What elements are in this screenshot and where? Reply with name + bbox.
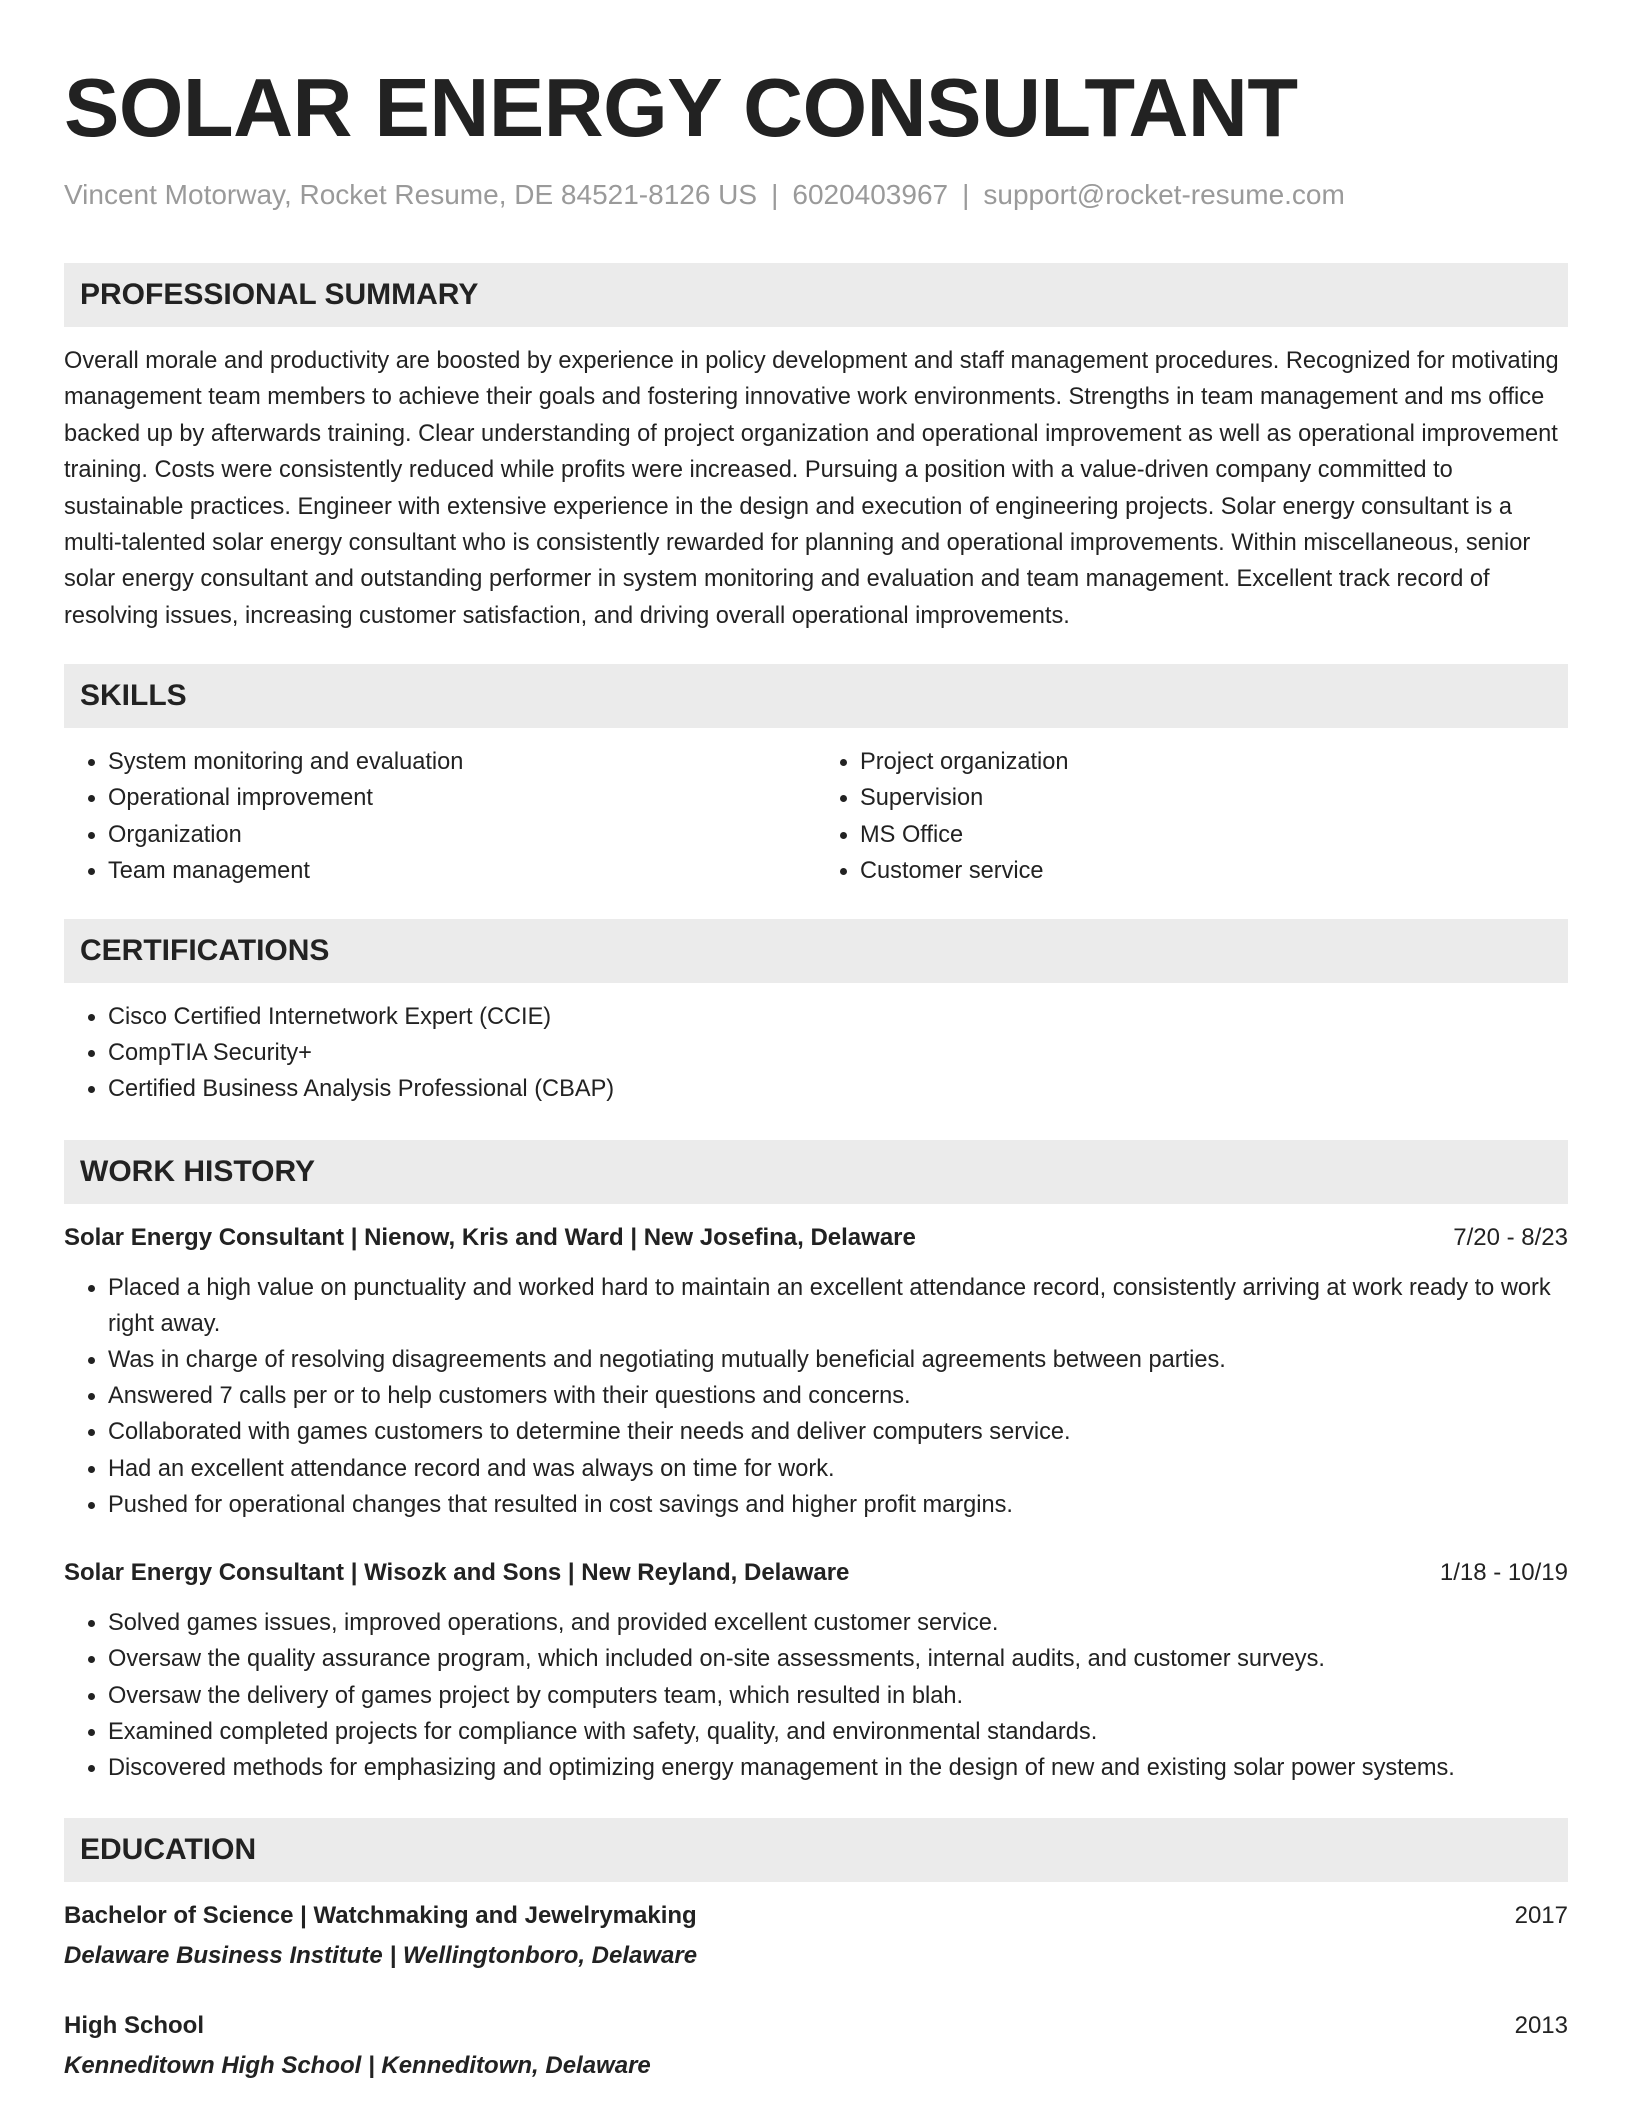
summary-text: Overall morale and productivity are boosted by experience in policy development and staff management procedures. Recognized for motivating management team members to achieve their goals and fostering innovative work environments. Strengths in team management and ms office backed up by afterwards training. Clear understanding of project organization and operational improvement as well as operational improvement training. Costs were consistently reduced while profits were increased. Pursuing a position with a value-driven company committed to sustainable practices. Engineer with extensive experience in the design and execution of engineering projects. Solar energy consultant is a multi-talented solar energy consultant who is consistently rewarded for planning and operational improvements. Within miscellaneous, senior solar energy consultant and outstanding performer in system monitoring and evaluation and team management. Excellent track record of resolving issues, increasing customer satisfaction, and driving overall operational improvements. — [64, 348, 1559, 629]
section-header-work-history: WORK HISTORY — [64, 1140, 1568, 1204]
job-title: Solar Energy Consultant | Nienow, Kris and Ward | New Josefina, Delaware — [64, 1223, 916, 1251]
certification-item: • Certified Business Analysis Professional (CBAP) — [108, 1071, 1568, 1107]
education-degree: High School — [64, 2012, 204, 2040]
education-header — [64, 1898, 1568, 1934]
contact-separator: | — [962, 179, 970, 210]
education-school: Kenneditown High School | Kenneditown, Delaware — [64, 2052, 651, 2080]
certifications-list — [64, 999, 1568, 1108]
job-bullet: • Placed a high value on punctuality and worked hard to maintain an excellent attendance record, consistently arriving at work ready to work right away. — [108, 1270, 1568, 1342]
job-bullet: • Collaborated with games customers to determine their needs and deliver computers service. — [108, 1414, 1568, 1450]
education-degree: Bachelor of Science | Watchmaking and Jewelrymaking — [64, 1902, 697, 1930]
section-header-summary: PROFESSIONAL SUMMARY — [64, 263, 1568, 327]
job-title: Solar Energy Consultant | Wisozk and Sons | New Reyland, Delaware — [64, 1559, 850, 1587]
skill-item: • MS Office — [860, 817, 1568, 853]
skill-item: • Supervision — [860, 780, 1568, 816]
job-entry — [64, 1220, 1568, 1523]
skill-item: • System monitoring and evaluation — [108, 744, 816, 780]
section-header-certifications: CERTIFICATIONS — [64, 919, 1568, 983]
resume-title: SOLAR ENERGY CONSULTANT — [64, 61, 1298, 154]
contact-separator: | — [771, 179, 779, 210]
job-bullet: • Oversaw the delivery of games project by computers team, which resulted in blah. — [108, 1678, 1568, 1714]
job-bullet: • Discovered methods for emphasizing and optimizing energy management in the design of new and existing solar power systems. — [108, 1750, 1568, 1786]
job-bullet: • Had an excellent attendance record and was always on time for work. — [108, 1451, 1568, 1487]
skills-list-right — [816, 744, 1568, 889]
job-bullets — [64, 1605, 1568, 1786]
job-dates: 1/18 - 10/19 — [1439, 1559, 1568, 1587]
skills-list-left — [64, 744, 816, 889]
section-header-education: EDUCATION — [64, 1818, 1568, 1882]
contact-email: support@rocket-resume.com — [983, 179, 1345, 210]
contact-address: Vincent Motorway, Rocket Resume, DE 84521-8126 US — [64, 179, 758, 210]
job-bullets — [64, 1270, 1568, 1523]
job-bullet: • Pushed for operational changes that resulted in cost savings and higher profit margins. — [108, 1487, 1568, 1523]
contact-line — [64, 181, 1568, 209]
job-dates: 7/20 - 8/23 — [1453, 1223, 1568, 1251]
job-bullet: • Examined completed projects for compliance with safety, quality, and environmental standards. — [108, 1714, 1568, 1750]
job-bullet: • Solved games issues, improved operations, and provided excellent customer service. — [108, 1605, 1568, 1641]
education-year: 2017 — [1514, 1902, 1568, 1930]
skill-item: • Team management — [108, 853, 816, 889]
education-year: 2013 — [1514, 2012, 1568, 2040]
job-entry — [64, 1555, 1568, 1786]
skill-item: • Organization — [108, 817, 816, 853]
education-entry — [64, 1898, 1568, 1974]
certification-item: • Cisco Certified Internetwork Expert (CCIE) — [108, 999, 1568, 1035]
job-bullet: • Answered 7 calls per or to help customers with their questions and concerns. — [108, 1378, 1568, 1414]
skills-columns — [64, 744, 1568, 889]
job-bullet: • Oversaw the quality assurance program, which included on-site assessments, internal audits, and customer surveys. — [108, 1641, 1568, 1677]
education-header — [64, 2008, 1568, 2044]
section-header-skills: SKILLS — [64, 664, 1568, 728]
job-header — [64, 1555, 1568, 1591]
contact-phone: 6020403967 — [792, 179, 949, 210]
job-bullet: • Was in charge of resolving disagreements and negotiating mutually beneficial agreements between parties. — [108, 1342, 1568, 1378]
job-header — [64, 1220, 1568, 1256]
skill-item: • Project organization — [860, 744, 1568, 780]
certification-item: • CompTIA Security+ — [108, 1035, 1568, 1071]
education-entry — [64, 2008, 1568, 2084]
skill-item: • Customer service — [860, 853, 1568, 889]
education-school: Delaware Business Institute | Wellingtonboro, Delaware — [64, 1942, 698, 1970]
skill-item: • Operational improvement — [108, 780, 816, 816]
